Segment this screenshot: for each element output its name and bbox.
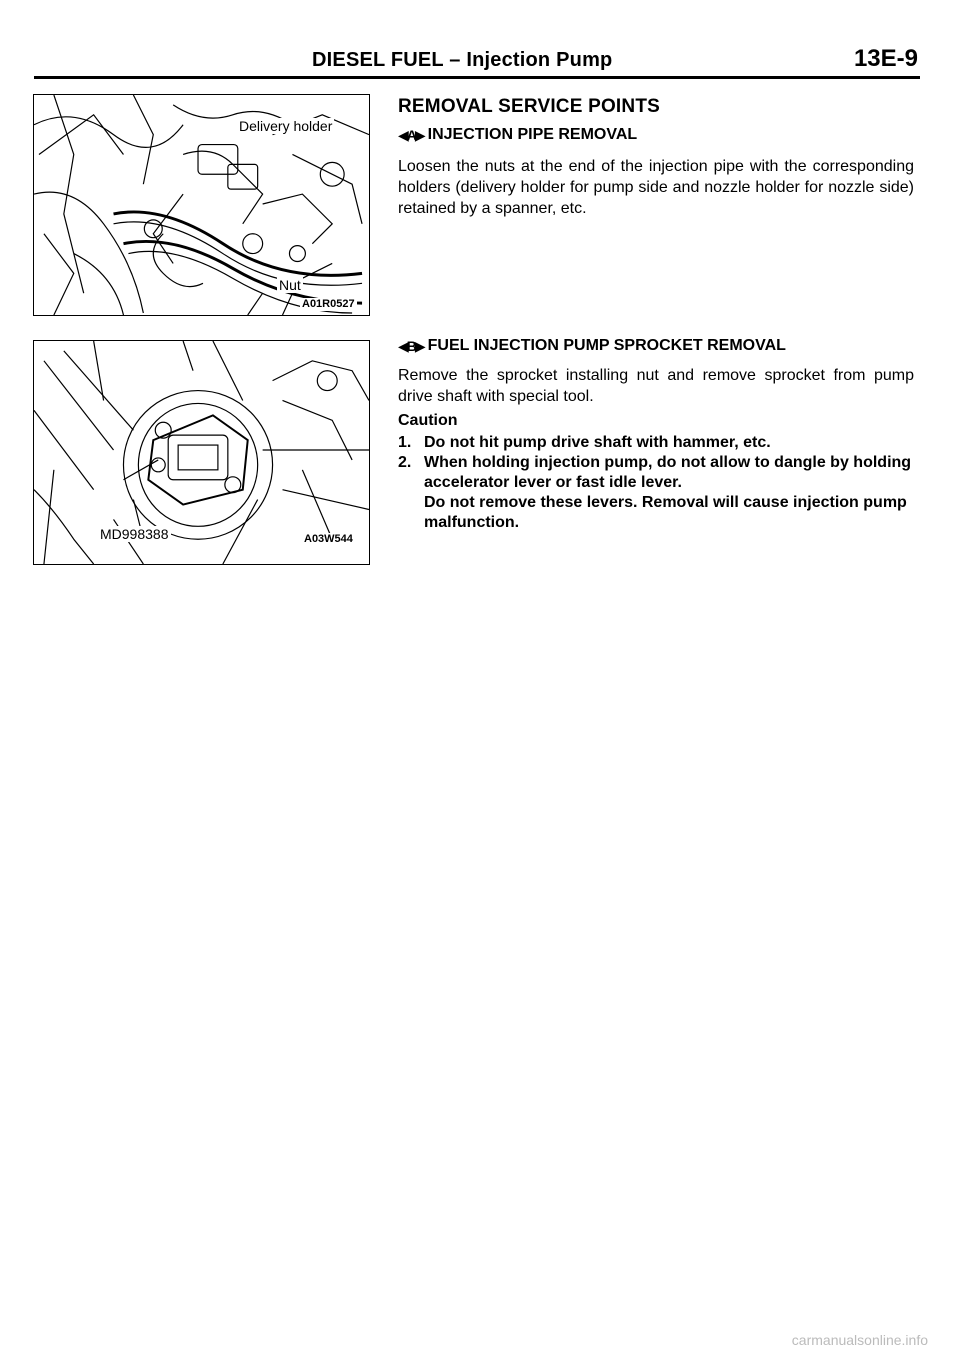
sprocket-instructions: Remove the sprocket installing nut and remove sprocket from pump drive shaft with special tool. — [398, 367, 914, 405]
watermark: carmanualsonline.info — [791, 1332, 928, 1348]
figure-code: A01R0527 — [302, 298, 355, 310]
caution-item — [398, 453, 914, 493]
injection-pipe-instructions: Loosen the nuts at the end of the injection pipe with the corresponding holders (delivery holder for pump side and nozzle holder for nozzle side) retained by a spanner, etc. — [398, 158, 914, 217]
sprocket-removal-illustration — [34, 341, 369, 564]
caution-list — [398, 433, 914, 533]
figure-label-special-tool: MD998388 — [100, 526, 169, 542]
figure-label-nut: Nut — [279, 277, 301, 293]
caution-item — [398, 433, 914, 453]
page-number: 13E-9 — [853, 45, 918, 72]
service-point-marker: ◀B▶ — [398, 337, 424, 354]
figure-code: A03W544 — [304, 533, 353, 545]
caution-item — [398, 493, 914, 533]
subsection-heading-injection-pipe — [398, 126, 914, 144]
figure-label-delivery-holder: Delivery holder — [239, 118, 333, 134]
caution-item-number — [398, 493, 424, 533]
subsection-heading-sprocket — [398, 337, 914, 355]
figure-injection-pipe — [33, 94, 370, 316]
caution-item-text: Do not hit pump drive shaft with hammer, etc. — [424, 434, 771, 451]
caution-label: Caution — [398, 412, 458, 429]
subsection-heading-text: INJECTION PIPE REMOVAL — [427, 126, 638, 143]
caution-item-number: 2. — [398, 454, 412, 471]
page-title: DIESEL FUEL – Injection Pump — [312, 49, 613, 71]
section-title: REMOVAL SERVICE POINTS — [398, 96, 661, 117]
subsection-heading-text: FUEL INJECTION PUMP SPROCKET REMOVAL — [427, 337, 786, 354]
header-rule — [34, 76, 920, 79]
caution-item-number: 1. — [398, 434, 412, 451]
caution-item-text: Do not remove these levers. Removal will cause injection pump malfunction. — [424, 494, 907, 531]
service-point-marker: ◀A▶ — [398, 126, 424, 143]
figure-sprocket-removal — [33, 340, 370, 565]
caution-item-text: When holding injection pump, do not allow to dangle by holding accelerator lever or fast idle lever. — [424, 454, 912, 491]
